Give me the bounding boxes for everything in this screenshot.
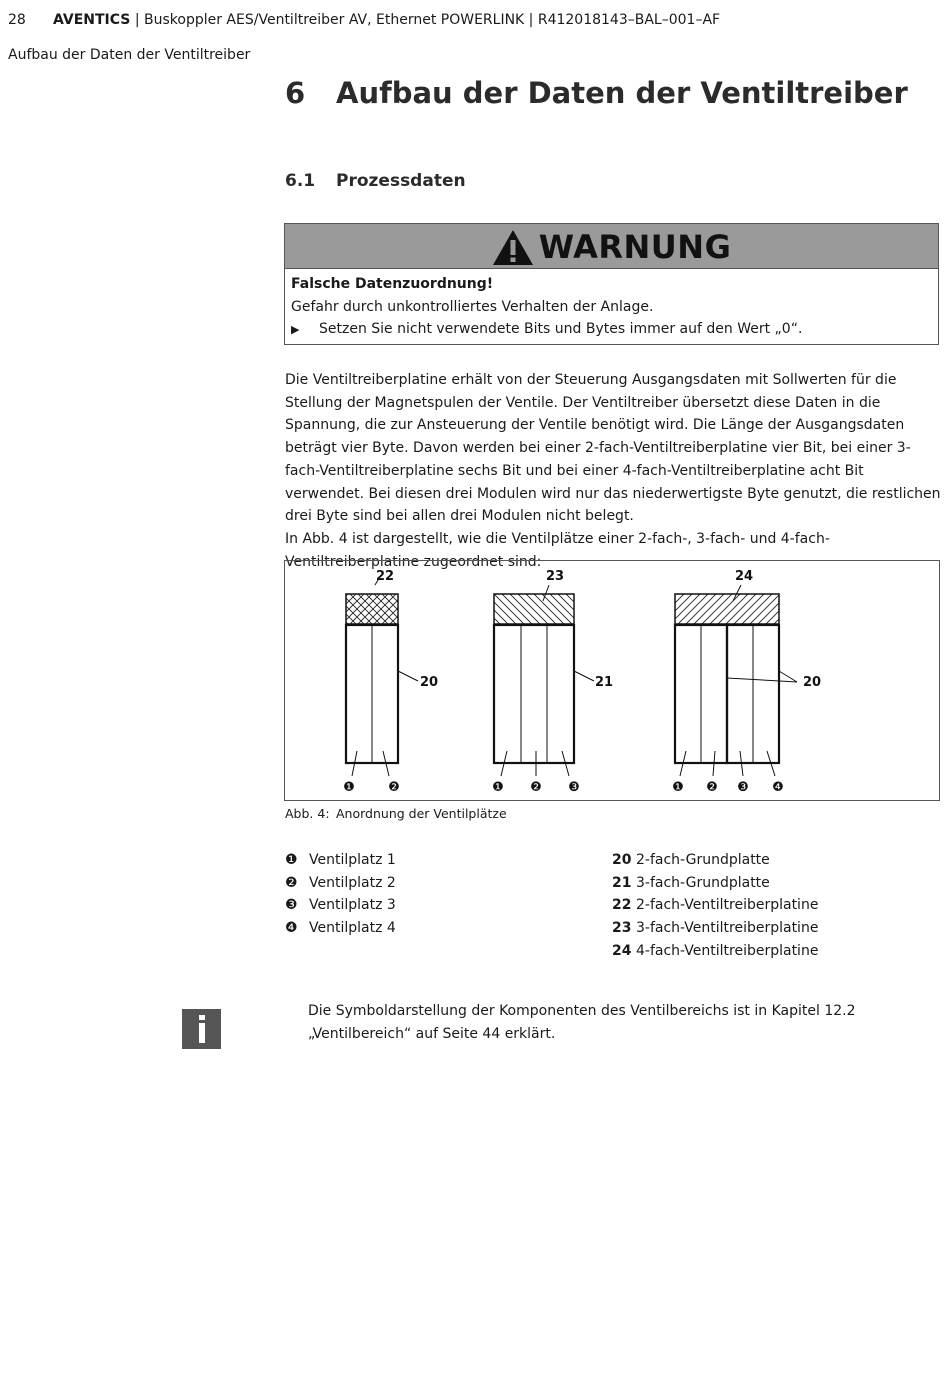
warning-action [291, 321, 802, 337]
legend-text: 2-fach-Ventiltreiberplatine [636, 897, 819, 913]
marker-1: ❶ [343, 780, 355, 795]
running-header [53, 12, 720, 28]
driver-board-22 [346, 594, 398, 624]
figure-frame [284, 560, 940, 801]
marker-2: ❷ [530, 780, 542, 795]
info-icon [182, 1009, 221, 1049]
legend-text: 3-fach-Ventiltreiberplatine [636, 920, 819, 936]
label-20: 20 [420, 675, 439, 690]
driver-board-23 [494, 594, 574, 624]
label-23: 23 [545, 569, 565, 584]
label-22: 22 [375, 569, 395, 584]
header-brand: AVENTICS [53, 12, 131, 28]
marker-2: ❷ [388, 780, 400, 795]
body-paragraph: In Abb. 4 ist dargestellt, wie die Ventilplätze einer 2-fach-, 3-fach- und 4-fach-Ventiltreiberplatine zugeordnet sind: [285, 530, 830, 570]
three-fold-module [494, 585, 594, 776]
legend-text: 3-fach-Grundplatte [636, 875, 770, 891]
marker-icon: ❹ [285, 920, 298, 936]
figure-caption-label: Abb. 4: [285, 806, 330, 821]
warning-consequence: Gefahr durch unkontrolliertes Verhalten der Anlage. [291, 299, 654, 315]
legend-text: Ventilplatz 1 [309, 852, 396, 868]
marker-icon: ❸ [285, 897, 298, 913]
legend-number: 22 [612, 897, 632, 913]
legend-number: 20 [612, 852, 632, 868]
warning-action-text: Setzen Sie nicht verwendete Bits und Bytes immer auf den Wert „0“. [319, 321, 803, 337]
subchapter-number: 6.1 [285, 171, 316, 191]
legend-number: 21 [612, 875, 632, 891]
body-paragraph: Die Ventiltreiberplatine erhält von der Steuerung Ausgangsdaten mit Sollwerten für die Stellung der Magnetspulen der Ventile. Der Ventiltreiber übersetzt diese Daten in die Spannung, die zur Ansteuerung der Ventile benötigt wird. Die Länge der Ausgangsdaten beträgt vier Byte. Davon werden bei einer 2-fach-Ventiltreiberplatine vier Bit, bei einer 3-fach-Ventiltreiberplatine sechs Bit und bei einer 4-fach-Ventiltreiberplatine acht Bit verwendet. Bei diesen drei Modulen wird nur das niederwertigste Byte genutzt, die restlichen drei Byte sind bei allen drei Modulen nicht belegt. [285, 372, 941, 525]
chapter-heading [285, 76, 908, 110]
label-21: 21 [595, 675, 614, 690]
figure-caption [285, 806, 507, 821]
marker-3: ❸ [737, 780, 749, 795]
page-number: 28 [8, 12, 26, 28]
legend-item [612, 920, 818, 936]
driver-board-24 [675, 594, 779, 624]
section-header: Aufbau der Daten der Ventiltreiber [8, 47, 251, 63]
four-fold-module [675, 585, 797, 776]
legend-number: 24 [612, 943, 632, 959]
marker-3: ❸ [568, 780, 580, 795]
label-20-right: 20 [803, 675, 822, 690]
legend-item [285, 875, 396, 891]
marker-icon: ❶ [285, 852, 298, 868]
legend-number: 23 [612, 920, 632, 936]
legend-item [612, 943, 818, 959]
marker-4: ❹ [772, 780, 784, 795]
info-note-text: Die Symboldarstellung der Komponenten des Ventilbereichs ist in Kapitel 12.2 „Ventilbereich“ auf Seite 44 erklärt. [308, 1003, 856, 1042]
warning-header [285, 224, 938, 269]
marker-1: ❶ [672, 780, 684, 795]
subchapter-title: Prozessdaten [336, 171, 466, 191]
valve-position-diagram [285, 561, 939, 800]
legend-text: Ventilplatz 2 [309, 875, 396, 891]
label-24: 24 [734, 569, 754, 584]
marker-icon: ❷ [285, 875, 298, 891]
legend-text: Ventilplatz 3 [309, 897, 396, 913]
legend-text: Ventilplatz 4 [309, 920, 396, 936]
warning-triangle-icon [492, 229, 534, 266]
warning-cause: Falsche Datenzuordnung! [291, 276, 494, 292]
header-title: | Buskoppler AES/Ventiltreiber AV, Ethernet POWERLINK | R412018143–BAL–001–AF [130, 12, 721, 28]
marker-1: ❶ [492, 780, 504, 795]
legend-item [612, 897, 818, 913]
action-arrow-icon: ▶ [291, 323, 300, 336]
chapter-number: 6 [285, 76, 306, 110]
figure-caption-text: Anordnung der Ventilplätze [336, 806, 507, 821]
warning-box [284, 223, 939, 345]
legend-text: 2-fach-Grundplatte [636, 852, 770, 868]
legend-item [612, 875, 770, 891]
warning-signal-word: WARNUNG [538, 228, 732, 266]
marker-2: ❷ [706, 780, 718, 795]
chapter-title: Aufbau der Daten der Ventiltreiber [336, 76, 908, 110]
legend-item [285, 852, 396, 868]
base-plate-21 [494, 625, 574, 763]
legend-text: 4-fach-Ventiltreiberplatine [636, 943, 819, 959]
legend-item [285, 920, 396, 936]
legend-item [612, 852, 770, 868]
subchapter-heading [285, 171, 466, 191]
two-fold-module [346, 575, 418, 776]
legend-item [285, 897, 396, 913]
body-text [285, 369, 941, 573]
